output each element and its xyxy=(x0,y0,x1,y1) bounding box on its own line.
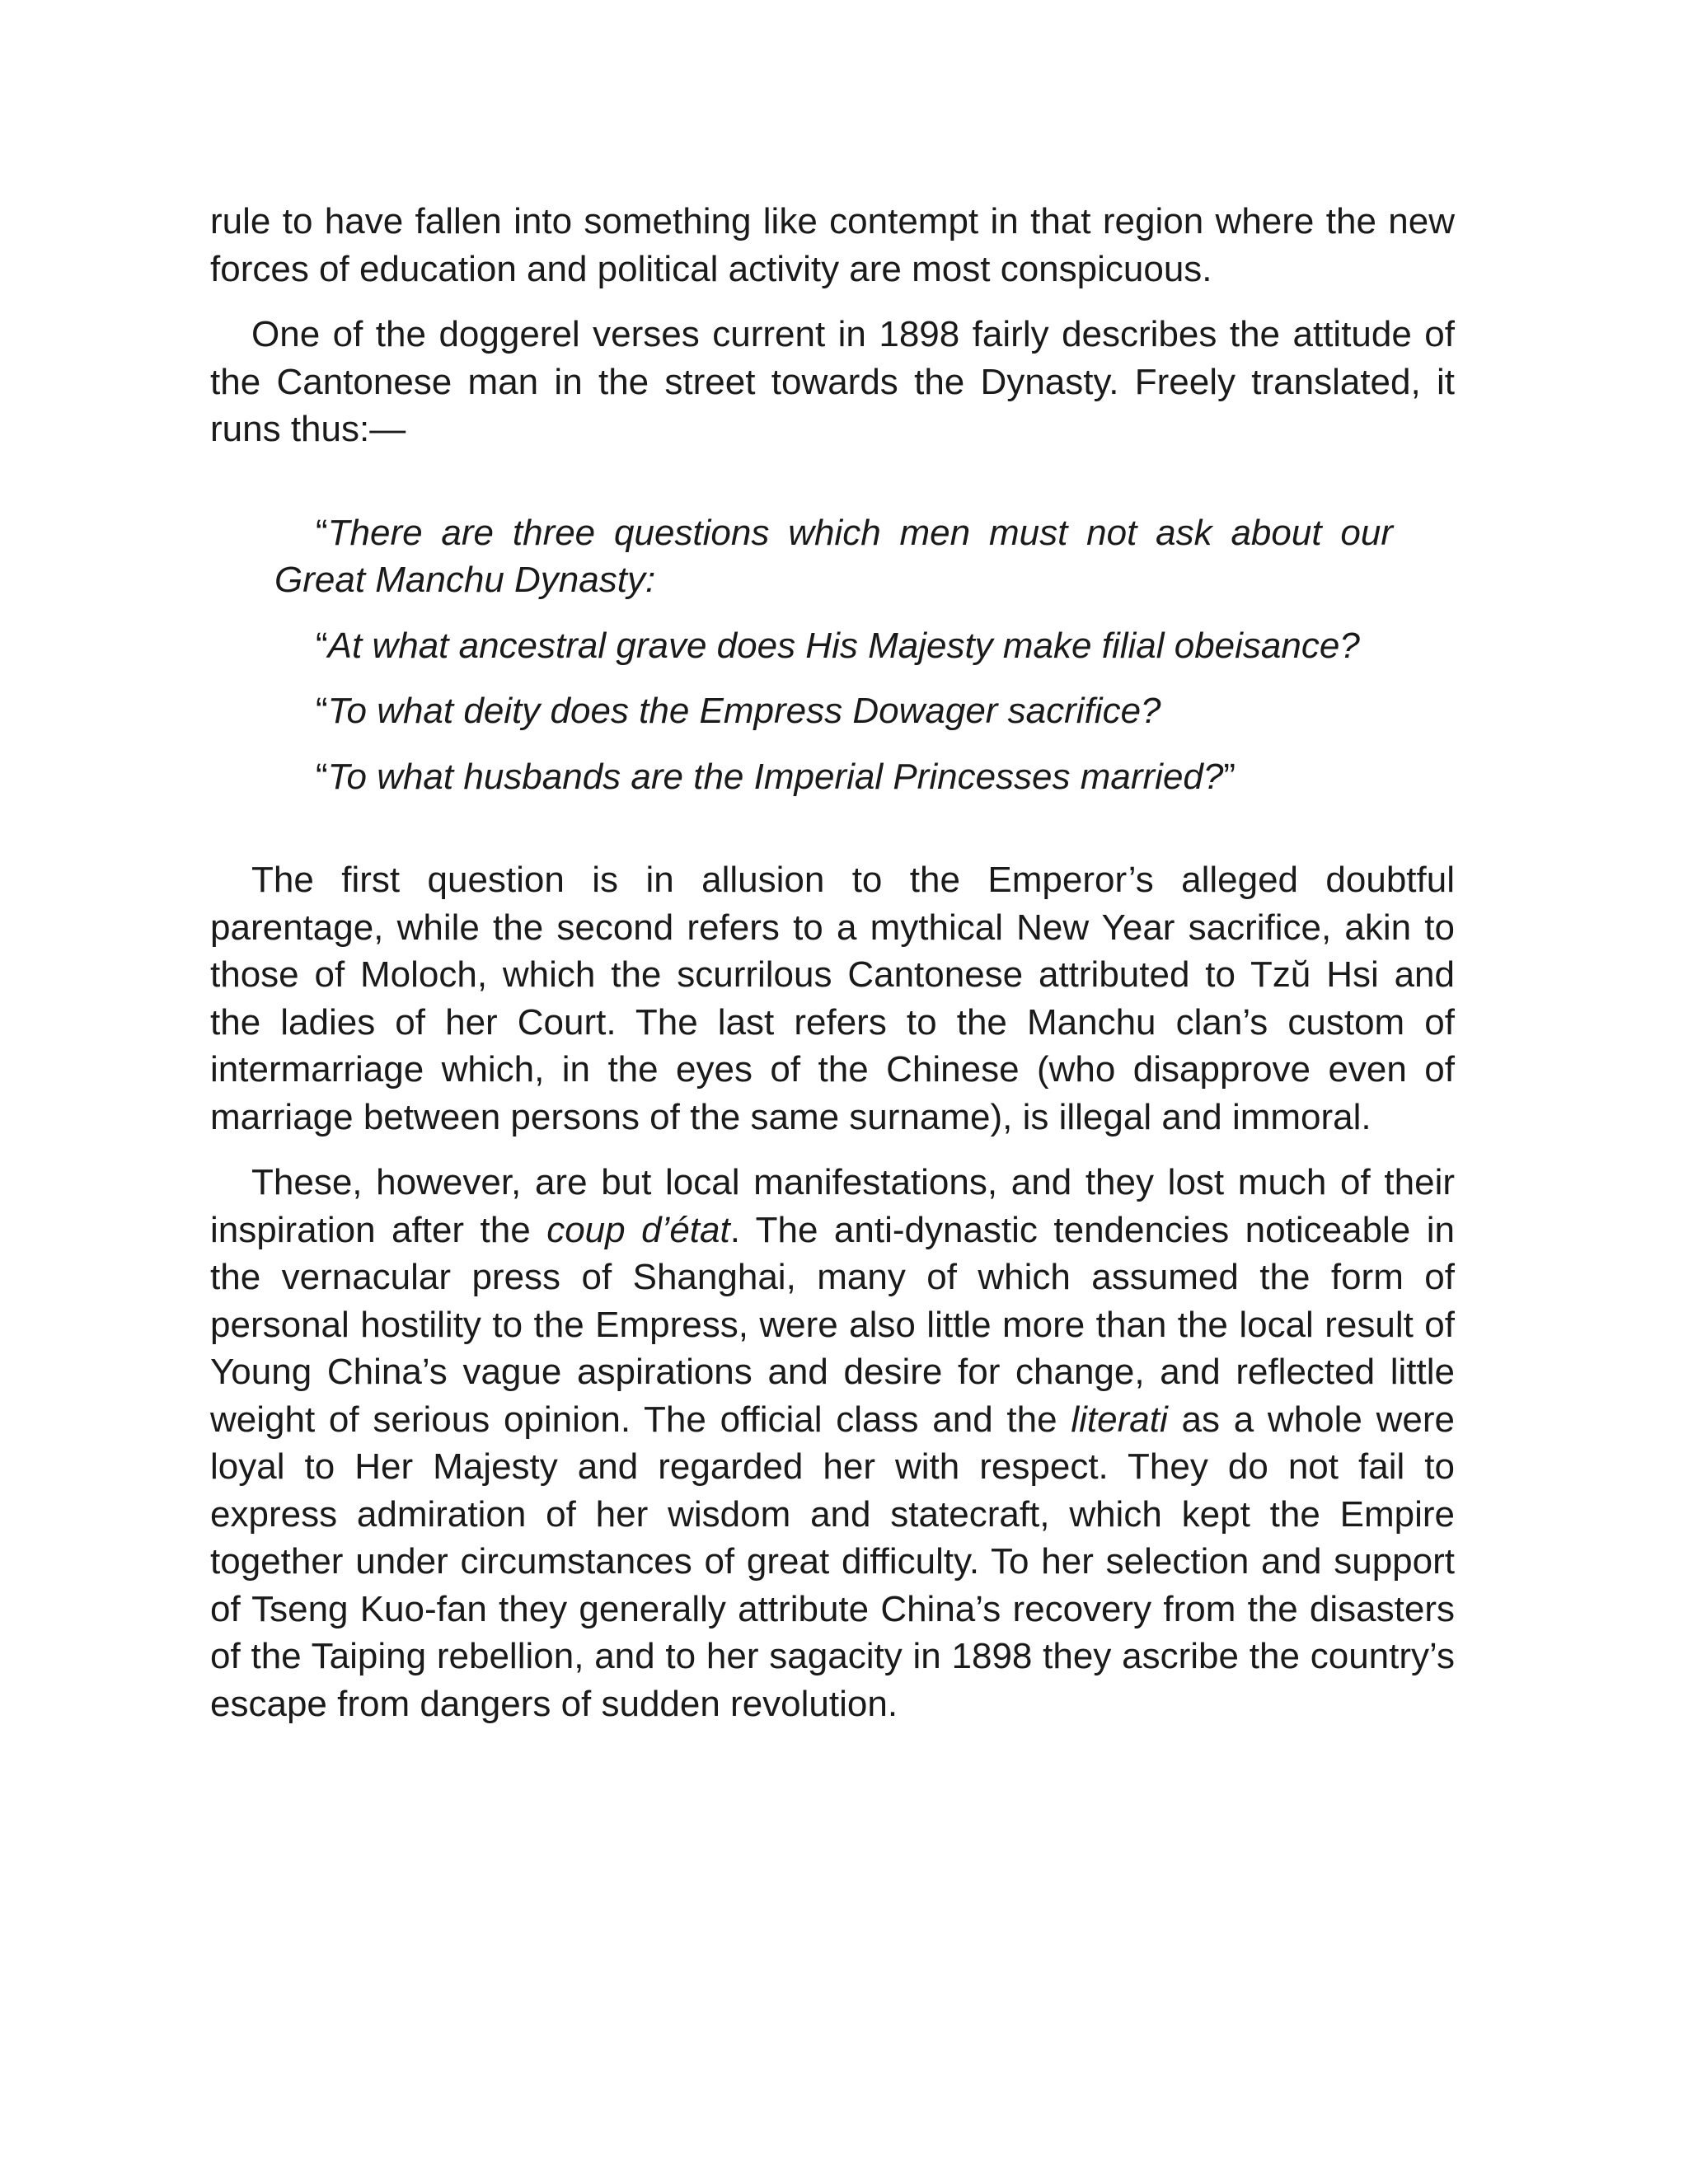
close-quote: ” xyxy=(1223,756,1236,797)
open-quote: “ xyxy=(316,756,328,797)
paragraph-continuation: rule to have fallen into something like contempt in that region where the new forces of education and political activity are most conspicuous. xyxy=(210,201,1455,289)
verse-line xyxy=(274,687,1393,735)
paragraph-local-manifestations xyxy=(210,1159,1455,1727)
text-run: These, however, are but local manifestations, and they lost much of their inspiration after the xyxy=(210,1162,1455,1250)
verse-line xyxy=(274,509,1393,604)
verse-line-text: At what ancestral grave does His Majesty make filial obeisance? xyxy=(327,625,1360,666)
verse-block xyxy=(274,509,1393,801)
open-quote: “ xyxy=(316,625,328,666)
text-run: as a whole were loyal to Her Majesty and regarded her with respect. They do not fail to express admiration of her wisdom and statecraft, which kept the Empire together under circumstances of great difficulty. To her selection and support of Tseng Kuo-fan they generally attribute China’s recovery from the disasters of the Taiping rebellion, and to her sagacity in 1898 they ascribe the country’s escape from dangers of sudden revolution. xyxy=(210,1399,1455,1724)
verse-line-text: There are three questions which men must not ask about our Great Manchu Dynasty: xyxy=(274,512,1393,600)
verse-line xyxy=(274,622,1393,670)
book-page xyxy=(210,198,1455,1746)
open-quote: “ xyxy=(316,512,328,553)
verse-line-text: To what husbands are the Imperial Princesses married? xyxy=(327,756,1224,797)
verse-line-text: To what deity does the Empress Dowager sacrifice? xyxy=(327,691,1161,731)
italic-phrase-coup-detat: coup d’état xyxy=(546,1209,730,1250)
open-quote: “ xyxy=(316,691,328,731)
paragraph-verse-explanation: The first question is in allusion to the Emperor’s alleged doubtful parentage, while the second refers to a mythical New Year sacrifice, akin to those of Moloch, which the scurrilous Cantonese attributed to Tzŭ Hsi and the ladies of her Court. The last refers to the Manchu clan’s custom of intermarriage which, in the eyes of the Chinese (who disapprove even of marriage between persons of the same surname), is illegal and immoral. xyxy=(210,860,1455,1137)
paragraph-doggerel-intro: One of the doggerel verses current in 1898 fairly describes the attitude of the Cantonese man in the street towards the Dynasty. Freely translated, it runs thus:— xyxy=(210,314,1455,449)
italic-word-literati: literati xyxy=(1071,1399,1168,1440)
verse-line xyxy=(274,753,1393,801)
text-run: . The anti-dynastic tendencies noticeable in the vernacular press of Shanghai, many of which assumed the form of personal hostility to the Empress, were also little more than the local result of Young China’s vague aspirations and desire for change, and reflected little weight of serious opinion. The official class and the xyxy=(210,1209,1455,1440)
